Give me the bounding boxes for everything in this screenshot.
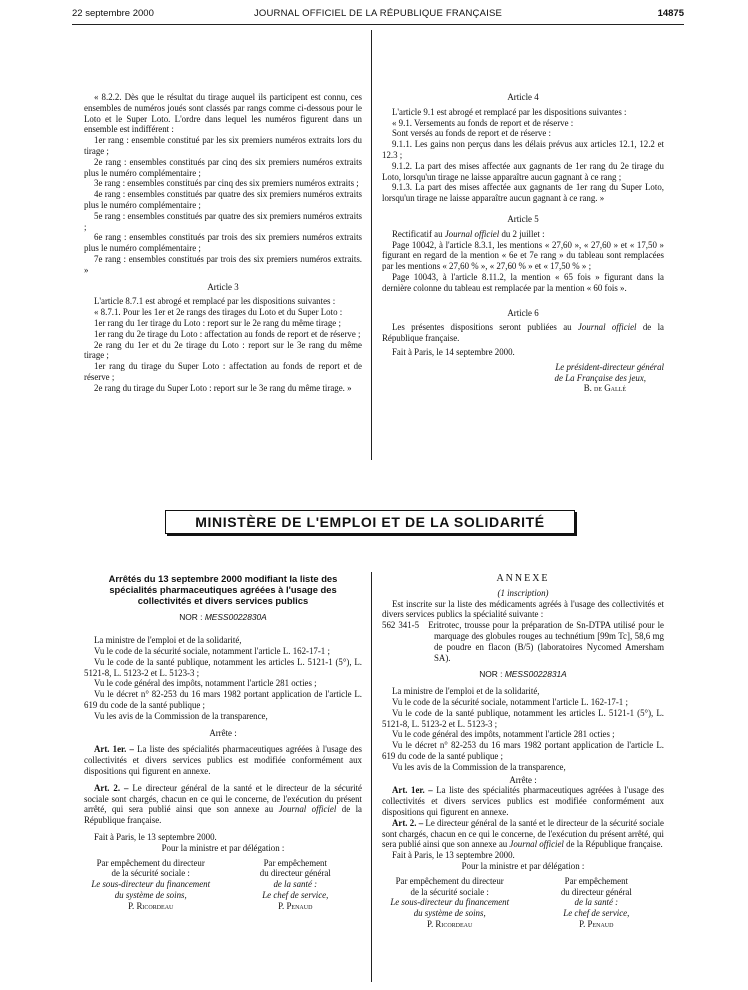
visa-paragraph: Vu les avis de la Commission de la transparence,: [392, 761, 566, 772]
column-divider-bottom: [371, 572, 372, 982]
signature-block: [382, 876, 664, 930]
article-6-title: Article 6: [507, 307, 539, 318]
paragraph: L'article 8.7.1 est abrogé et remplacé par les dispositions suivantes :: [94, 296, 336, 307]
paragraph: 9.1.2. La part des mises affectée aux gagnants de 1er rang du 2e tirage du Loto, lorsqu'un tirage ne laisse apparaître aucun gagnant à ce rang ;: [382, 160, 664, 182]
signatory-title-1: Le président-directeur général: [555, 361, 664, 372]
visa-paragraph: Vu le décret n° 82-253 du 16 mars 1982 portant application de l'article L. 619 du code de la santé publique ;: [84, 689, 362, 710]
product-description: Eritrotec, trousse pour la préparation de Sn-DTPA utilisé pour le marquage des globules rouges au technétium [99m Tc], 58,6 mg de poudre en flacon (B/5) (laboratoires Nycomed Amersham SA).: [428, 620, 664, 663]
visa-paragraph: Vu le code général des impôts, notamment l'article 281 octies ;: [94, 678, 317, 689]
signature-line: du directeur général: [259, 868, 331, 879]
visa-paragraph: Vu le code de la sécurité sociale, notamment l'article L. 162-17-1 ;: [392, 696, 628, 707]
signature-line: Par empêchement: [263, 857, 327, 868]
delegation-line: Pour la ministre et par délégation :: [161, 842, 285, 853]
signature-line: du directeur général: [560, 886, 632, 897]
paragraph: 1er rang : ensemble constitué par les six premiers numéros extraits lors du tirage ;: [84, 135, 362, 156]
paragraph: 9.1.3. La part des mises affectée aux gagnants de 1er rang du Super Loto, lorsqu'un tirage ne laisse apparaître aucun gagnant à ce rang. »: [382, 182, 664, 204]
nor-reference: NOR : MESS0022830A: [179, 612, 267, 623]
article-2: Art. 2. – Le directeur général de la santé et le directeur de la sécurité sociale sont chargés, chacun en ce qui le concerne, de l'exécution du présent arrêté, qui sera publié ainsi que son annexe au Journal officiel de la République française.: [382, 817, 664, 850]
signature-line: de la sécurité sociale :: [410, 886, 489, 897]
paragraph: 9.1.1. Les gains non perçus dans les délais prévus aux articles 12.1, 12.2 et 12.3 ;: [382, 139, 664, 160]
decree-title: Arrêtés du 13 septembre 2000 modifiant la liste des spécialités pharmaceutiques agréées à l'usage des collectivités et divers services publics: [108, 573, 338, 606]
annexe-intro: Est inscrite sur la liste des médicaments agréés à l'usage des collectivités et divers services publics la spécialité suivante :: [382, 598, 664, 620]
signatory-name: P. Penaud: [579, 918, 614, 929]
signatory-name: P. Ricordeau: [128, 900, 174, 911]
signature-line: Par empêchement: [564, 875, 628, 886]
signature-line: Par empêchement du directeur: [96, 857, 205, 868]
signature-line: Le sous-directeur du financement: [390, 897, 510, 908]
delegation-line: Pour la ministre et par délégation :: [461, 860, 585, 871]
paragraph: 4e rang : ensembles constitués par quatre des six premiers numéros extraits plus le numéro complémentaire ;: [84, 189, 362, 210]
paragraph: « 8.2.2. Dès que le résultat du tirage auquel ils participent est connu, ces ensembles de numéros joués sont classés par rangs comme ci-dessous pour le Loto et le Super Loto. L'ordre dans lequel les numéros figurent dans un ensemble est indifférent :: [84, 92, 362, 135]
visa-paragraph: La ministre de l'emploi et de la solidarité,: [94, 635, 242, 646]
paragraph: Page 10043, à l'article 8.11.2, la mention « 65 fois » figurant dans la dernière colonne du tableau est remplacée par la mention « 60 fois ».: [382, 271, 664, 293]
visa-paragraph: Vu les avis de la Commission de la transparence,: [94, 710, 268, 721]
signing-date: Fait à Paris, le 14 septembre 2000.: [392, 346, 515, 357]
signature-line: Le chef de service,: [262, 889, 329, 900]
paragraph: « 8.7.1. Pour les 1er et 2e rangs des tirages du Loto et du Super Loto :: [94, 307, 343, 318]
signing-date: Fait à Paris, le 13 septembre 2000.: [94, 831, 217, 842]
signature-line: de la santé :: [273, 879, 318, 890]
arrete-label: Arrête :: [509, 774, 537, 785]
paragraph: 2e rang : ensembles constitués par cinq des six premiers numéros extraits plus le numéro complémentaire ;: [84, 156, 362, 178]
page-header: [72, 8, 684, 22]
paragraph: 3e rang : ensembles constitués par cinq des six premiers numéros extraits ;: [94, 178, 359, 189]
ministry-title: MINISTÈRE DE L'EMPLOI ET DE LA SOLIDARITÉ: [195, 514, 545, 530]
article-5-title: Article 5: [507, 213, 539, 224]
article-1: Art. 1er. – La liste des spécialités pharmaceutiques agréées à l'usage des collectivités et divers services publics est modifiée conformément aux dispositions qui figurent en annexe.: [84, 744, 362, 776]
signatory-name: P. Ricordeau: [427, 918, 473, 929]
visa-paragraph: Vu le code de la santé publique, notamment les articles L. 5121-1 (5°), L. 5121-8, L. 5123-2 et L. 5123-3 ;: [382, 707, 664, 729]
signature-line: Le sous-directeur du financement: [91, 879, 211, 890]
signatory-name: B. de Gallé: [583, 383, 626, 394]
bottom-left-column: [84, 574, 362, 912]
nor-reference: NOR : MESS0022831A: [479, 669, 567, 680]
paragraph: Page 10042, à l'article 8.3.1, les mentions « 27,60 », « 27,60 » et « 17,50 » figurant en regard de la mention « 6e et 7e rang » du tableau sont remplacées par les mentions « 27,60 % », « 27,60 % » et « 17,50 % » ;: [382, 239, 664, 272]
ministry-banner: [165, 510, 575, 534]
inscription-count: (1 inscription): [497, 587, 549, 598]
signature-line: du système de soins,: [114, 889, 187, 900]
bottom-right-column: [382, 574, 664, 930]
paragraph: 2e rang du tirage du Super Loto : report sur le 3e rang du même tirage. »: [94, 382, 352, 393]
journal-title: JOURNAL OFFICIEL DE LA RÉPUBLIQUE FRANÇAISE: [253, 8, 503, 19]
header-date: 22 septembre 2000: [72, 8, 154, 19]
page-number: 14875: [657, 8, 684, 19]
paragraph: 1er rang du 1er tirage du Loto : report sur le 2e rang du même tirage ;: [94, 317, 341, 328]
signature-line: de la santé :: [574, 897, 619, 908]
signature-right: [229, 858, 362, 912]
paragraph: 5e rang : ensembles constitués par quatre des six premiers numéros extraits ;: [84, 210, 362, 232]
signing-date: Fait à Paris, le 13 septembre 2000.: [392, 850, 515, 861]
article-3-title: Article 3: [207, 281, 239, 292]
signatory-title-2: de La Française des jeux,: [554, 372, 646, 383]
signatory-name: P. Penaud: [278, 900, 313, 911]
article-4-title: Article 4: [507, 92, 539, 102]
article-6-text: Les présentes dispositions seront publiées au Journal officiel de la République française.: [382, 322, 664, 344]
article-2: Art. 2. – Le directeur général de la santé et le directeur de la sécurité sociale sont chargés, chacun en ce qui le concerne, de l'exécution du présent arrêté, qui sera publié ainsi que son annexe au Journal officiel de la République française.: [84, 782, 362, 826]
paragraph: 1er rang du 2e tirage du Loto : affectation au fonds de report et de réserve ;: [94, 328, 361, 339]
visa-paragraph: Vu le code de la sécurité sociale, notamment l'article L. 162-17-1 ;: [94, 645, 330, 656]
paragraph: 7e rang : ensembles constitués par trois des six premiers numéros extraits. »: [84, 253, 362, 275]
product-entry: [382, 620, 664, 663]
paragraph: L'article 9.1 est abrogé et remplacé par les dispositions suivantes :: [392, 106, 627, 117]
visa-paragraph: Vu le code de la santé publique, notamment les articles L. 5121-1 (5°), L. 5121-8, L. 5123-2 et L. 5123-3 ;: [84, 656, 362, 678]
visa-paragraph: Vu le décret n° 82-253 du 16 mars 1982 portant application de l'article L. 619 du code de la santé publique ;: [382, 740, 664, 761]
article-5-intro: Rectificatif au Journal officiel du 2 juillet :: [392, 228, 545, 239]
signature-block: [84, 858, 362, 912]
product-code: 562 341-5: [382, 620, 420, 631]
visa-paragraph: Vu le code général des impôts, notamment l'article 281 octies ;: [392, 729, 615, 740]
signature-right: [529, 876, 664, 930]
top-left-column: [84, 92, 362, 394]
paragraph: Sont versés au fonds de report et de réserve :: [392, 128, 551, 139]
paragraph: 6e rang : ensembles constitués par trois des six premiers numéros extraits plus le numéro complémentaire ;: [84, 232, 362, 254]
signature-line: Le chef de service,: [563, 908, 630, 919]
paragraph: 2e rang du 1er et du 2e tirage du Loto : report sur le 3e rang du même tirage ;: [84, 339, 362, 361]
top-right-column: [382, 92, 664, 394]
signature-left: [84, 858, 217, 912]
header-rule: [72, 24, 684, 25]
column-divider-top: [371, 30, 372, 460]
visa-paragraph: La ministre de l'emploi et de la solidarité,: [392, 686, 540, 697]
arrete-label: Arrête :: [209, 727, 237, 738]
paragraph: 1er rang du tirage du Super Loto : affectation au fonds de report et de réserve ;: [84, 361, 362, 382]
signature-left: [382, 876, 517, 930]
signature-line: Par empêchement du directeur: [395, 875, 504, 886]
signature-line: de la sécurité sociale :: [111, 868, 190, 879]
signature-line: du système de soins,: [413, 908, 486, 919]
paragraph: « 9.1. Versements au fonds de report et de réserve :: [392, 117, 574, 128]
article-1: Art. 1er. – La liste des spécialités pharmaceutiques agréées à l'usage des collectivités et divers services publics est modifiée conformément aux dispositions qui figurent en annexe.: [382, 785, 664, 817]
annexe-title: ANNEXE: [496, 573, 550, 584]
